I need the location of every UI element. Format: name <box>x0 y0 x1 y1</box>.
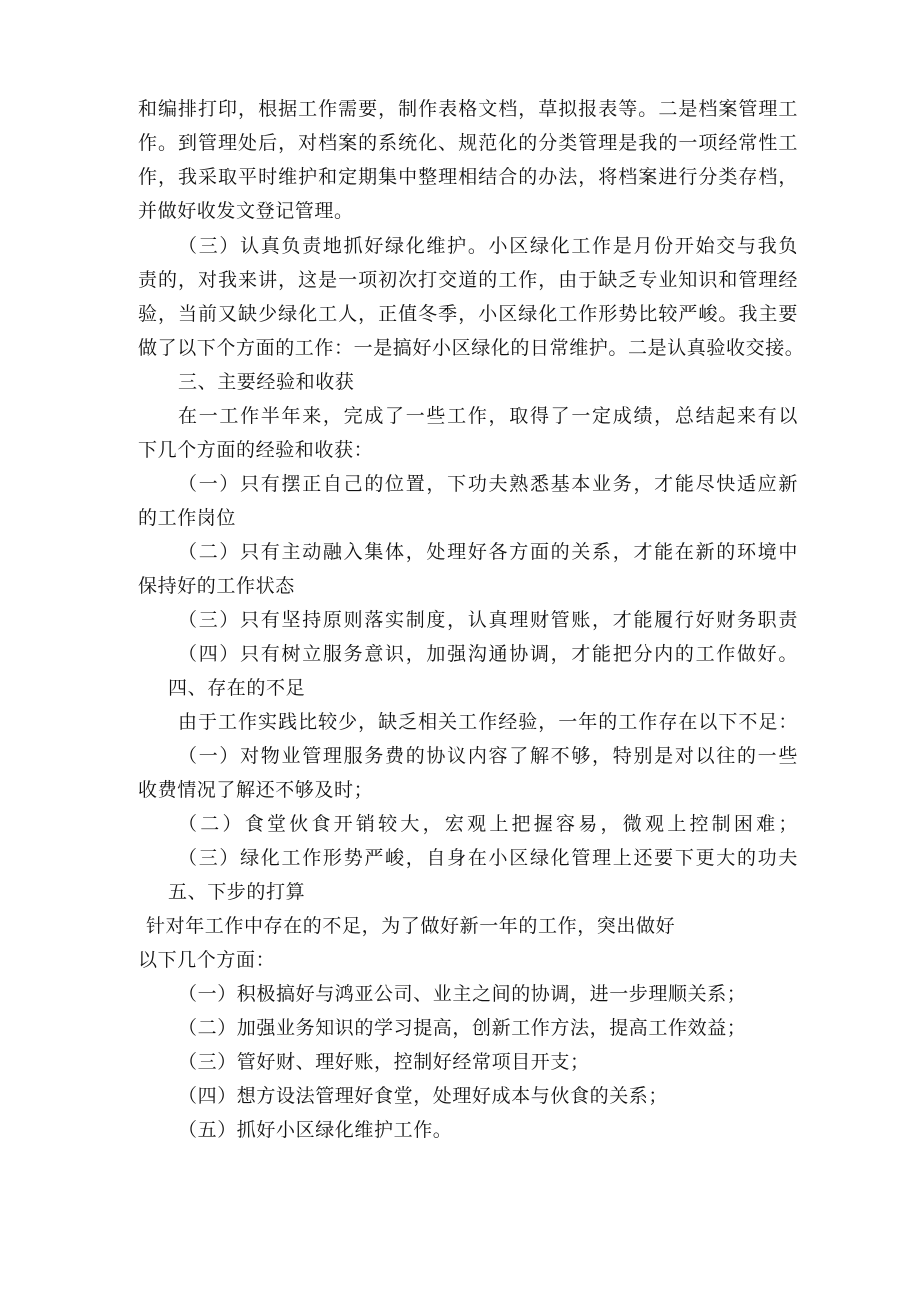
text-line: （一）积极搞好与鸿亚公司、业主之间的协调，进一步理顺关系； <box>178 983 747 1005</box>
text-line: 收费情况了解还不够及时； <box>138 779 374 801</box>
text-line: （三）绿化工作形势严峻，自身在小区绿化管理上还要下更大的功夫 <box>178 847 798 869</box>
text-line: （五）抓好小区绿化维护工作。 <box>178 1119 453 1141</box>
text-line: （三）管好财、理好账，控制好经常项目开支； <box>178 1051 590 1073</box>
text-line: 做了以下个方面的工作：一是搞好小区绿化的日常维护。二是认真验收交接。 <box>138 337 805 359</box>
text-line: 在一工作半年来，完成了一些工作，取得了一定成绩，总结起来有以 <box>178 405 798 427</box>
text-line: （四）想方设法管理好食堂，处理好成本与伙食的关系； <box>178 1085 669 1107</box>
text-line: 责的，对我来讲，这是一项初次打交道的工作，由于缺乏专业知识和管理经 <box>138 269 798 291</box>
text-line: 针对年工作中存在的不足，为了做好新一年的工作，突出做好 <box>146 915 676 937</box>
text-line: 验，当前又缺少绿化工人，正值冬季，小区绿化工作形势比较严峻。我主要 <box>138 303 798 325</box>
text-line: （四）只有树立服务意识，加强沟通协调，才能把分内的工作做好。 <box>178 643 798 665</box>
text-line: 五、下步的打算 <box>168 881 306 903</box>
text-line: （一）只有摆正自己的位置，下功夫熟悉基本业务，才能尽快适应新 <box>178 473 798 495</box>
text-line: 作。到管理处后，对档案的系统化、规范化的分类管理是我的一项经常性工 <box>138 132 798 154</box>
text-line: （二）加强业务知识的学习提高，创新工作方法，提高工作效益； <box>178 1017 747 1039</box>
text-line: （三）认真负责地抓好绿化维护。小区绿化工作是月份开始交与我负 <box>178 235 798 257</box>
text-line: 和编排打印，根据工作需要，制作表格文档，草拟报表等。二是档案管理工 <box>138 98 798 120</box>
text-line: 的工作岗位 <box>138 507 237 529</box>
text-line: （一）对物业管理服务费的协议内容了解不够，特别是对以往的一些 <box>178 745 798 767</box>
text-line: 作，我采取平时维护和定期集中整理相结合的办法，将档案进行分类存档， <box>138 166 798 188</box>
text-line: 以下几个方面： <box>138 949 276 971</box>
text-line: 四、存在的不足 <box>168 677 306 699</box>
text-line: 由于工作实践比较少，缺乏相关工作经验，一年的工作存在以下不足： <box>178 711 798 733</box>
text-line: （二）食堂伙食开销较大，宏观上把握容易，微观上控制困难； <box>178 813 798 835</box>
text-line: （二）只有主动融入集体，处理好各方面的关系，才能在新的环境中 <box>178 541 798 563</box>
text-line: 下几个方面的经验和收获： <box>138 439 374 461</box>
text-line: 并做好收发文登记管理。 <box>138 200 354 222</box>
text-line: 保持好的工作状态 <box>138 575 295 597</box>
text-line: （三）只有坚持原则落实制度，认真理财管账，才能履行好财务职责 <box>178 609 798 631</box>
text-line: 三、主要经验和收获 <box>178 371 355 393</box>
